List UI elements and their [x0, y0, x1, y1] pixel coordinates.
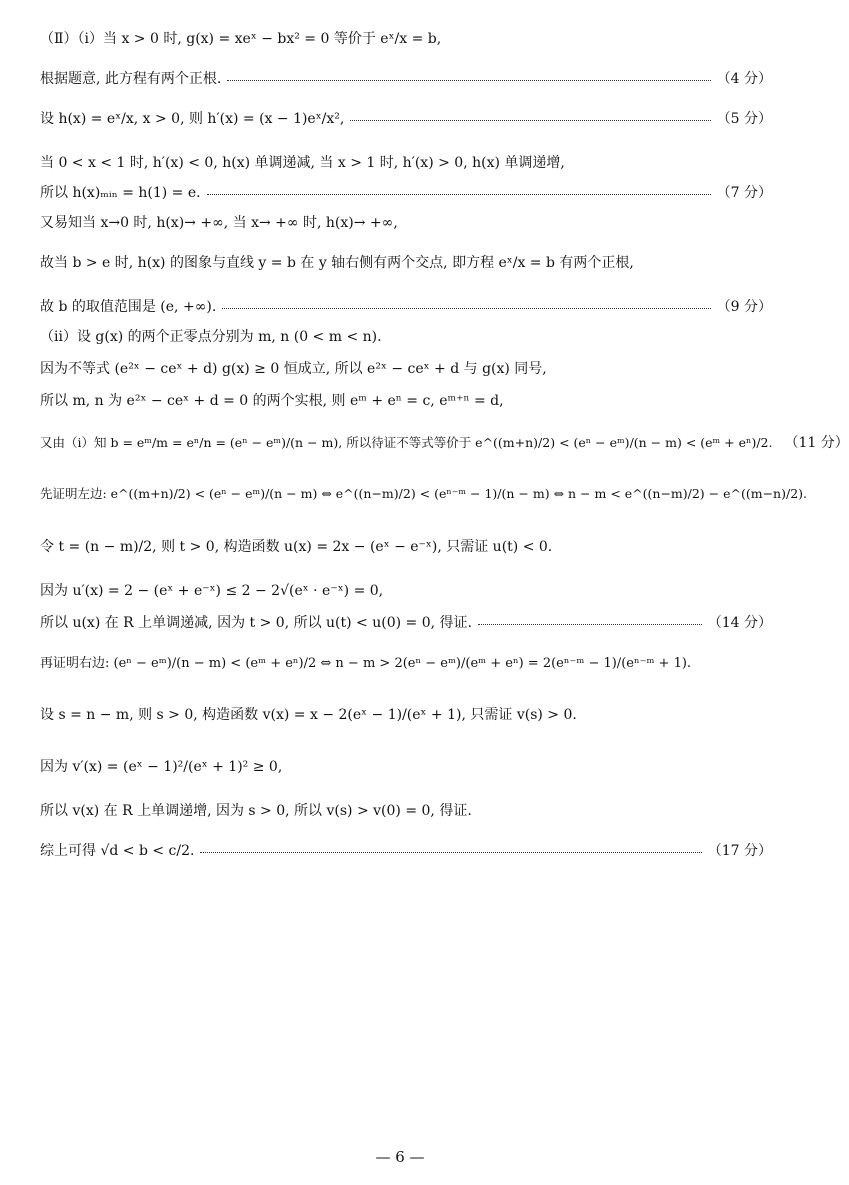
line-8: 故 b 的取值范围是 (e, +∞). （9 分） — [40, 296, 772, 316]
line-4: 当 0 < x < 1 时, h′(x) < 0, h(x) 单调递减, 当 x > 1 时, h′(x) > 0, h(x) 单调递增, — [40, 155, 565, 171]
score: （11 分） — [784, 435, 849, 451]
score: （7 分） — [716, 185, 772, 201]
line-18: 设 s = n − m, 则 s > 0, 构造函数 v(x) = x − 2(eˣ − 1)/(eˣ + 1), 只需证 v(s) > 0. — [40, 707, 577, 723]
line-3: 设 h(x) = eˣ/x, x > 0, 则 h′(x) = (x − 1)eˣ/x², （5 分） — [40, 108, 772, 128]
line-21: 综上可得 √d < b < c/2. （17 分） — [40, 840, 772, 860]
line-9: （ⅱ）设 g(x) 的两个正零点分别为 m, n (0 < m < n). — [40, 329, 382, 345]
line-1: （Ⅱ）（ⅰ）当 x > 0 时, g(x) = xeˣ − bx² = 0 等价于 eˣ/x = b, — [40, 31, 442, 47]
score: （5 分） — [716, 111, 772, 127]
score: （9 分） — [716, 299, 772, 315]
line-19: 因为 v′(x) = (eˣ − 1)²/(eˣ + 1)² ≥ 0, — [40, 759, 283, 775]
line-13: 先证明左边: e^((m+n)/2) < (eⁿ − eᵐ)/(n − m) ⇔ e^((n−m)/2) < (eⁿ⁻ᵐ − 1)/(n − m) ⇔ n − m < e^((n−m)/2) − e^((m−n)/2). — [40, 486, 807, 501]
line-14: 令 t = (n − m)/2, 则 t > 0, 构造函数 u(x) = 2x − (eˣ − e⁻ˣ), 只需证 u(t) < 0. — [40, 539, 553, 555]
line-11: 所以 m, n 为 e²ˣ − ceˣ + d = 0 的两个实根, 则 eᵐ + eⁿ = c, eᵐ⁺ⁿ = d, — [40, 393, 504, 409]
line-10: 因为不等式 (e²ˣ − ceˣ + d) g(x) ≥ 0 恒成立, 所以 e²ˣ − ceˣ + d 与 g(x) 同号, — [40, 361, 547, 377]
score: （17 分） — [707, 843, 772, 859]
line-5: 所以 h(x)ₘᵢₙ = h(1) = e. （7 分） — [40, 182, 772, 202]
line-12: 又由（ⅰ）知 b = eᵐ/m = eⁿ/n = (eⁿ − eᵐ)/(n − m), 所以待证不等式等价于 e^((m+n)/2) < (eⁿ − eᵐ)/(n − m) < (eᵐ + eⁿ)/2. （11 分） — [40, 432, 772, 452]
line-6: 又易知当 x→0 时, h(x)→ +∞, 当 x→ +∞ 时, h(x)→ +∞, — [40, 215, 398, 231]
page-number: — 6 — — [375, 1148, 425, 1166]
score: （14 分） — [707, 615, 772, 631]
line-20: 所以 v(x) 在 R 上单调递增, 因为 s > 0, 所以 v(s) > v(0) = 0, 得证. — [40, 803, 472, 819]
line-2: 根据题意, 此方程有两个正根. （4 分） — [40, 68, 772, 88]
line-17: 再证明右边: (eⁿ − eᵐ)/(n − m) < (eᵐ + eⁿ)/2 ⇔ n − m > 2(eⁿ − eᵐ)/(eᵐ + eⁿ) = 2(eⁿ⁻ᵐ − 1)/(eⁿ⁻ᵐ + 1). — [40, 656, 692, 671]
line-15: 因为 u′(x) = 2 − (eˣ + e⁻ˣ) ≤ 2 − 2√(eˣ · e⁻ˣ) = 0, — [40, 583, 384, 599]
score: （4 分） — [716, 71, 772, 87]
line-7: 故当 b > e 时, h(x) 的图象与直线 y = b 在 y 轴右侧有两个交点, 即方程 eˣ/x = b 有两个正根, — [40, 255, 634, 271]
line-16: 所以 u(x) 在 R 上单调递减, 因为 t > 0, 所以 u(t) < u(0) = 0, 得证. （14 分） — [40, 612, 772, 632]
